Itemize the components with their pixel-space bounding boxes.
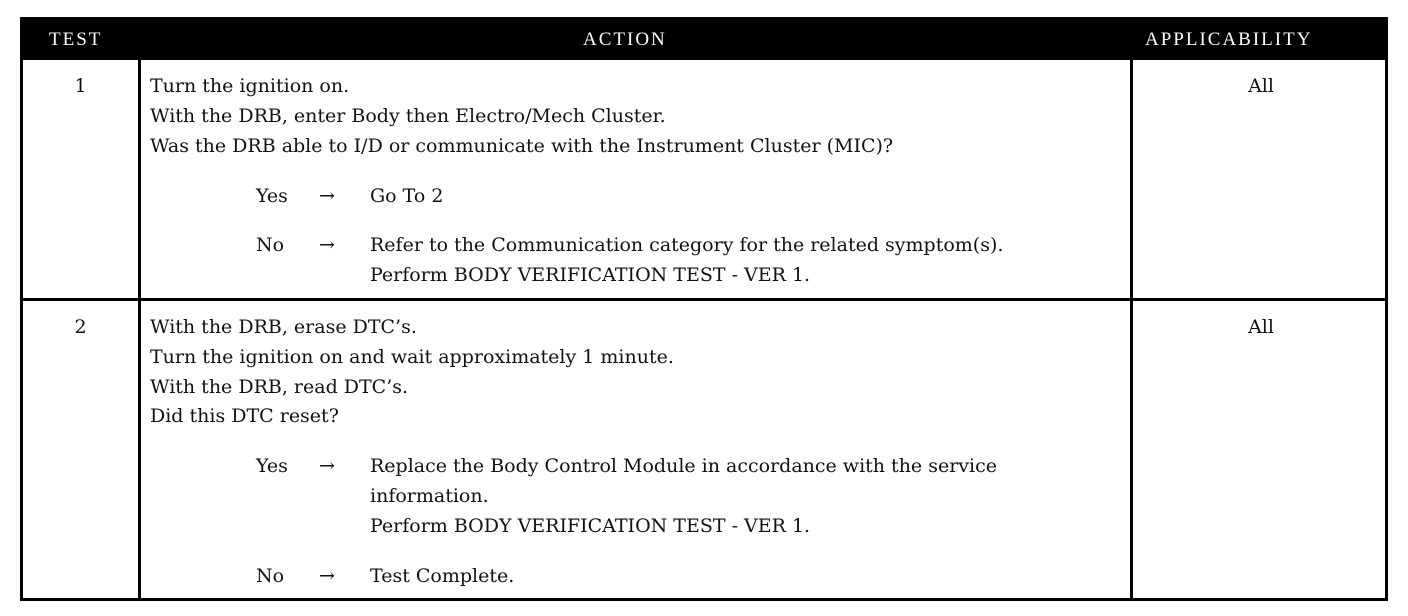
action-line: Was the DRB able to I/D or communicate with the Instrument Cluster (MIC)? <box>150 135 894 157</box>
action-line: With the DRB, erase DTC’s. <box>150 316 417 338</box>
arrow-icon: → <box>319 234 335 256</box>
yes-result: Replace the Body Control Module in accordance with the service <box>370 455 997 477</box>
action-line: With the DRB, read DTC’s. <box>150 376 409 398</box>
no-label: No <box>256 565 285 587</box>
row-divider <box>23 298 1385 301</box>
applicability: All <box>1248 75 1274 97</box>
yes-label: Yes <box>256 455 288 477</box>
header-action: ACTION <box>583 29 667 50</box>
arrow-icon: → <box>319 185 335 207</box>
diagnostic-table <box>20 17 1388 601</box>
no-result: Perform BODY VERIFICATION TEST - VER 1. <box>370 264 811 286</box>
test-number: 2 <box>74 316 87 338</box>
yes-result: Go To 2 <box>370 185 444 207</box>
arrow-icon: → <box>319 455 335 477</box>
no-result: Test Complete. <box>370 565 515 587</box>
arrow-icon: → <box>319 565 335 587</box>
table-header <box>23 20 1385 60</box>
column-divider <box>138 60 141 598</box>
action-line: With the DRB, enter Body then Electro/Mech Cluster. <box>150 105 666 127</box>
test-number: 1 <box>74 75 87 97</box>
action-line: Turn the ignition on. <box>150 75 350 97</box>
action-line: Did this DTC reset? <box>150 405 339 427</box>
no-result: Refer to the Communication category for the related symptom(s). <box>370 234 1004 256</box>
header-applicability: APPLICABILITY <box>1145 29 1313 50</box>
applicability: All <box>1248 316 1274 338</box>
no-label: No <box>256 234 285 256</box>
action-line: Turn the ignition on and wait approximately 1 minute. <box>150 346 674 368</box>
yes-result: information. <box>370 485 489 507</box>
yes-label: Yes <box>256 185 288 207</box>
header-test: TEST <box>49 29 103 50</box>
yes-result: Perform BODY VERIFICATION TEST - VER 1. <box>370 515 811 537</box>
